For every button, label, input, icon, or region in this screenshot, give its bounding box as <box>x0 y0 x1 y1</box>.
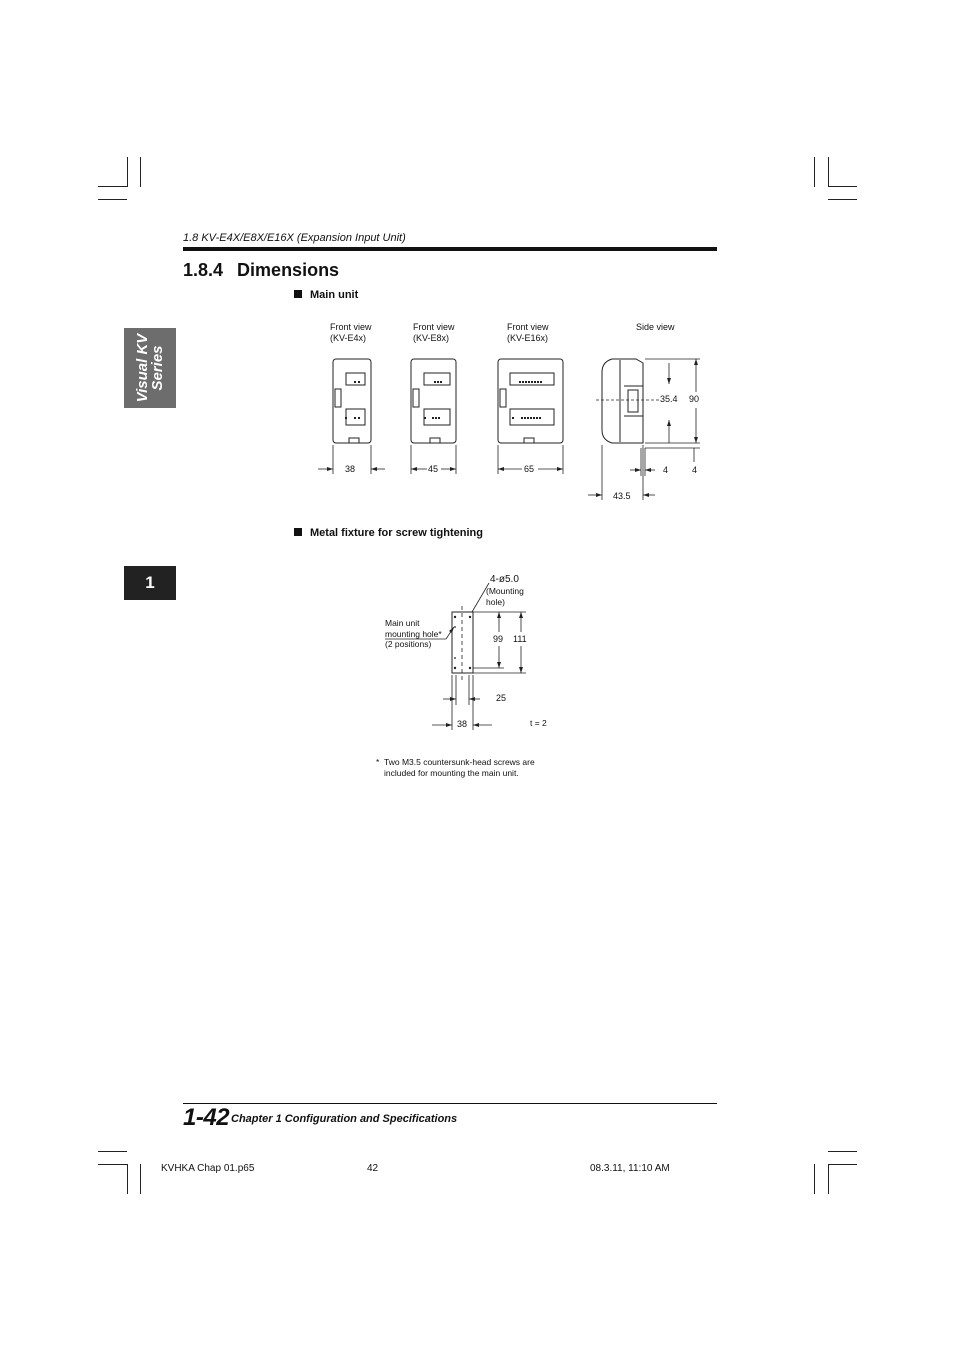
view-label-line: Front view <box>413 322 455 332</box>
footnote-line: included for mounting the main unit. <box>384 767 519 778</box>
dim-90: 90 <box>689 394 700 404</box>
dim-width-e8: 45 <box>428 464 439 474</box>
dim-25: 25 <box>496 693 507 703</box>
main-unit-heading-text: Main unit <box>310 289 359 301</box>
print-sheet-number: 42 <box>367 1163 379 1174</box>
dim-35-4: 35.4 <box>660 394 678 404</box>
section-title-text: Dimensions <box>237 260 340 280</box>
dim-4a: 4 <box>663 465 669 475</box>
footer-chapter: Chapter 1 Configuration and Specifications <box>231 1113 458 1125</box>
dim-38: 38 <box>457 719 468 729</box>
fixture-heading-text: Metal fixture for screw tightening <box>310 527 483 539</box>
dim-width-e4: 38 <box>345 464 356 474</box>
chapter-tab: 1 <box>124 566 176 600</box>
hole-note <box>486 586 524 607</box>
dim-99: 99 <box>493 634 504 644</box>
view-label-line: (KV-E16x) <box>507 333 549 343</box>
hole-note-line: (Mounting <box>486 586 524 596</box>
mount-label-line: mounting hole* <box>385 628 442 639</box>
dim-43-5: 43.5 <box>613 491 631 501</box>
print-file-name: KVHKA Chap 01.p65 <box>161 1163 255 1174</box>
running-head: 1.8 KV-E4X/E8X/E16X (Expansion Input Unit) <box>183 232 406 244</box>
hole-note-line: hole) <box>486 596 505 607</box>
thickness: t = 2 <box>530 718 547 728</box>
footer-rule <box>183 1103 717 1104</box>
hole-label: 4-ø5.0 <box>490 574 519 585</box>
mount-hole-label <box>385 618 442 650</box>
side-tab-line2: Series <box>149 345 166 391</box>
dim-width-e16: 65 <box>524 464 535 474</box>
side-view-label: Side view <box>636 322 675 332</box>
page-number: 1-42 <box>183 1104 230 1131</box>
dim-4b: 4 <box>692 465 698 475</box>
side-tab-line1: Visual KV <box>134 333 151 403</box>
print-timestamp: 08.3.11, 11:10 AM <box>590 1163 670 1174</box>
footnote-mark: * <box>376 757 380 767</box>
mount-label-line: (2 positions) <box>385 639 432 649</box>
dim-111: 111 <box>513 634 527 644</box>
footnote-line: Two M3.5 countersunk-head screws are <box>384 757 535 767</box>
view-label-line: (KV-E8x) <box>413 333 450 343</box>
section-number: 1.8.4 <box>183 260 224 280</box>
view-label-line: Front view <box>507 322 549 332</box>
footnote <box>376 757 535 778</box>
mount-label-line: Main unit <box>385 618 420 628</box>
view-label-line: Front view <box>330 322 372 332</box>
view-label-line: (KV-E4x) <box>330 333 367 343</box>
